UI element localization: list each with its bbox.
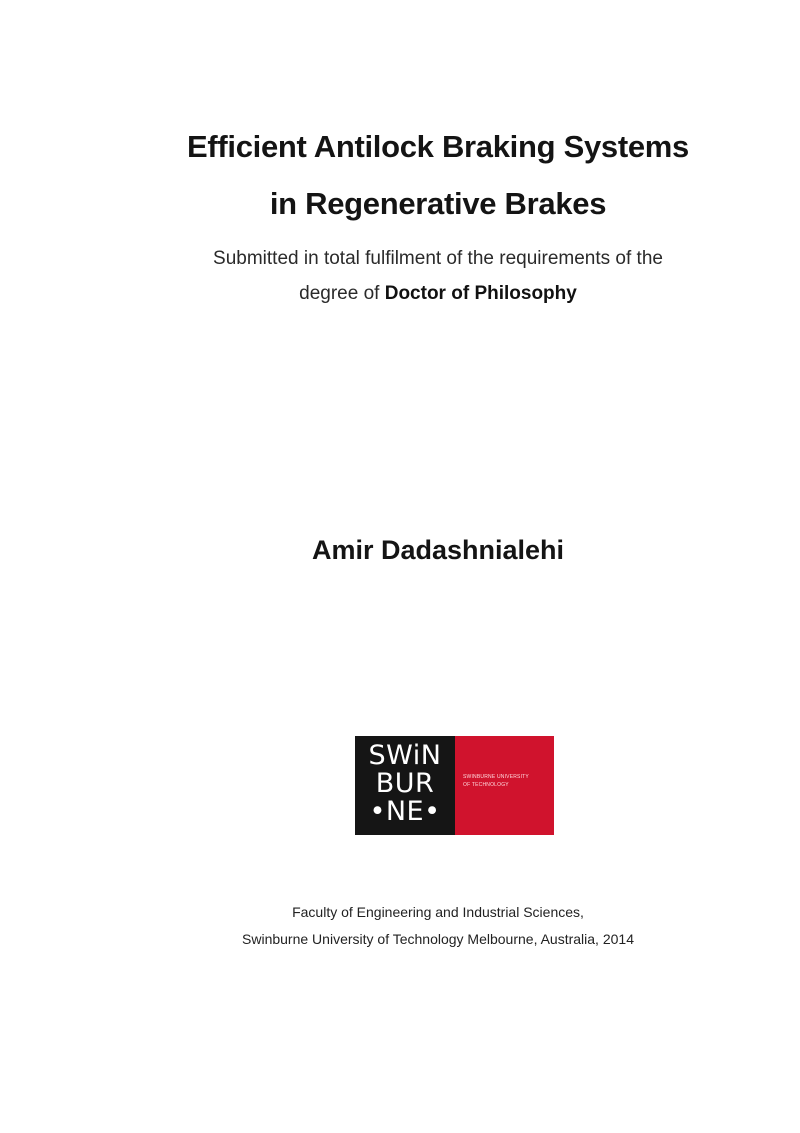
- swinburne-logo-wordmark: [355, 736, 455, 835]
- logo-wordmark-line-2: BUR: [375, 768, 435, 799]
- faculty-line-2: Swinburne University of Technology Melbourne, Australia, 2014: [242, 931, 634, 947]
- submission-statement: [130, 241, 746, 311]
- submission-statement-line-2: [130, 276, 746, 311]
- degree-name: Doctor of Philosophy: [384, 283, 577, 304]
- swinburne-logo: [355, 736, 554, 835]
- logo-tagline-line-2: OF TECHNOLOGY: [463, 782, 509, 788]
- logo-wordmark-line-3: •NE•: [369, 796, 441, 827]
- logo-tagline-line-1: SWINBURNE UNIVERSITY: [463, 774, 529, 780]
- faculty-line-1: Faculty of Engineering and Industrial Sciences,: [292, 904, 584, 920]
- submission-statement-line-1: Submitted in total fulfilment of the requirements of the: [213, 248, 663, 269]
- thesis-title: [130, 118, 746, 232]
- thesis-title-line-1: Efficient Antilock Braking Systems: [186, 129, 689, 164]
- swinburne-logo-tagline-block: [455, 736, 554, 835]
- logo-wordmark-line-1: SWiN: [368, 740, 442, 771]
- degree-prefix: degree of: [299, 283, 385, 304]
- thesis-title-line-2: in Regenerative Brakes: [269, 186, 607, 221]
- faculty-affiliation: [130, 899, 746, 953]
- author-name: Amir Dadashnialehi: [311, 535, 565, 565]
